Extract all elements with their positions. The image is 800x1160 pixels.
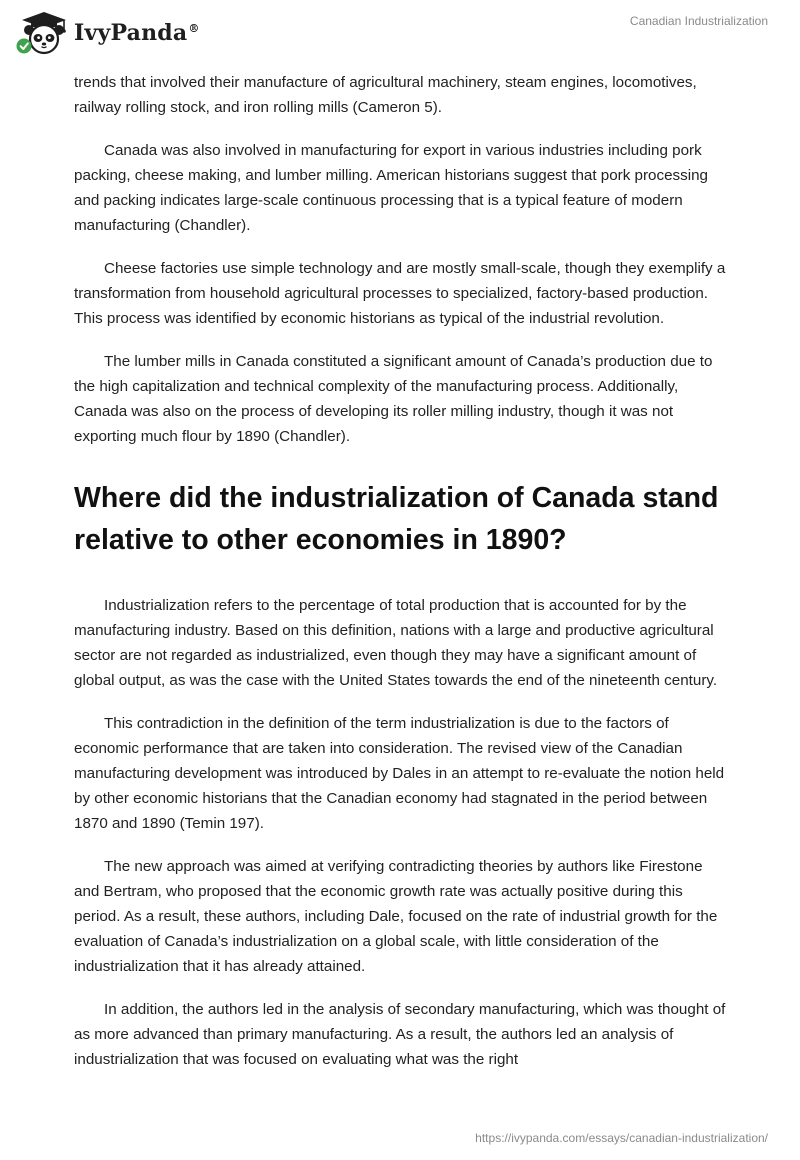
paragraph: Canada was also involved in manufacturing for export in various industries including pork packing, cheese making, and lumber milling. American historians suggest that pork processing and packing indicates large-scale continuous processing that is a typical feature of modern manufacturing (Chandler). <box>74 142 708 234</box>
document-title: Canadian Industrialization <box>629 14 768 28</box>
logo-wordmark <box>74 20 200 46</box>
paragraph: The new approach was aimed at verifying contradicting theories by authors like Firestone and Bertram, who proposed that the economic growth rate was actually positive during this period. As a result, these authors, including Dale, focused on the rate of industrial growth for the evaluation of Canada’s industrialization on a global scale, with little consideration of the industrialization that it has already attained. <box>74 858 718 975</box>
source-url-link[interactable]: https://ivypanda.com/essays/canadian-industrialization/ <box>475 1131 768 1145</box>
site-logo[interactable] <box>14 8 200 56</box>
registered-mark: ® <box>188 21 200 35</box>
page-header <box>0 0 800 62</box>
logo-text: IvyPanda <box>74 20 188 46</box>
paragraph: Cheese factories use simple technology and are mostly small-scale, though they exemplify a transformation from household agricultural processes to specialized, factory-based production. This process was identified by economic historians as typical of the industrial revolution. <box>74 260 726 327</box>
paragraph: Industrialization refers to the percentage of total production that is accounted for by the manufacturing industry. Based on this definition, nations with a large and productive agricultural sector are not regarded as industrialized, even though they may have a significant amount of global output, as was the case with the United States towards the end of the nineteenth century. <box>74 597 718 689</box>
panda-logo-icon <box>14 8 70 56</box>
section-heading: Where did the industrialization of Canada stand relative to other economies in 1890? <box>74 482 719 556</box>
paragraph: trends that involved their manufacture of agricultural machinery, steam engines, locomotives, railway rolling stock, and iron rolling mills (Cameron 5). <box>74 74 697 116</box>
essay-content <box>74 70 730 1090</box>
paragraph: In addition, the authors led in the analysis of secondary manufacturing, which was thought of as more advanced than primary manufacturing. As a result, the authors led an analysis of industrialization that was focused on evaluating what was the right <box>74 1001 726 1068</box>
paragraph: The lumber mills in Canada constituted a significant amount of Canada’s production due to the high capitalization and technical complexity of the manufacturing process. Additionally, Canada was also on the process of developing its roller milling industry, though it was not exporting much flour by 1890 (Chandler). <box>74 353 713 445</box>
paragraph: This contradiction in the definition of the term industrialization is due to the factors of economic performance that are taken into consideration. The revised view of the Canadian manufacturing development was introduced by Dales in an attempt to re-evaluate the notion held by other economic historians that the Canadian economy had stagnated in the period between 1870 and 1890 (Temin 197). <box>74 715 725 832</box>
